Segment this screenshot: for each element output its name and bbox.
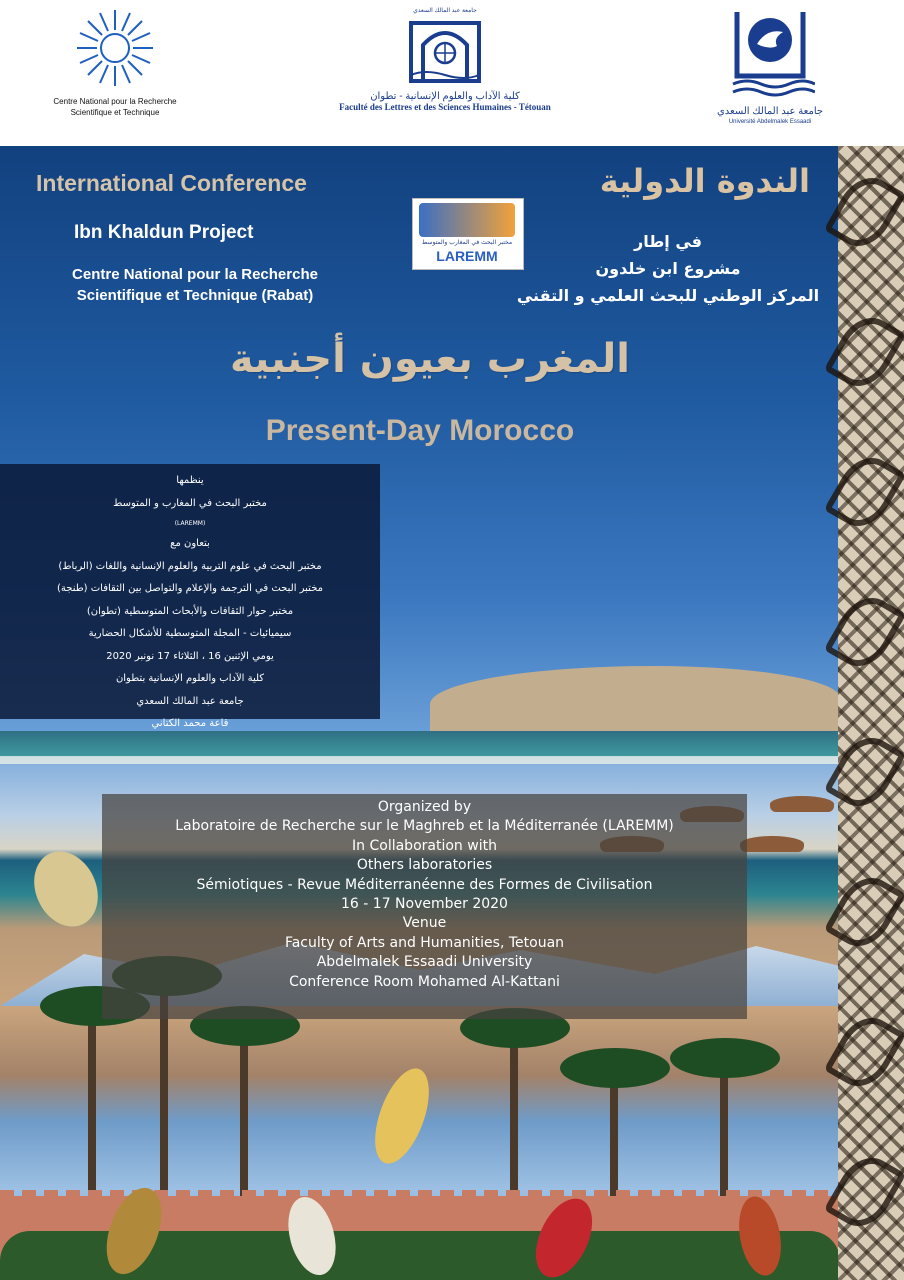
arabic-info-line: ينظمها xyxy=(176,475,204,486)
english-info-line: Others laboratories xyxy=(356,857,493,874)
arabic-info-line: يومي الإثنين 16 ، الثلاثاء 17 نونبر 2020 xyxy=(106,650,274,662)
frame-line: المركز الوطني للبحث العلمي و التقني xyxy=(516,286,820,305)
english-info-line: Organized by xyxy=(377,799,472,815)
uae-caption-french: Université Abdelmalek Essaadi xyxy=(728,119,812,125)
uae-dove-icon xyxy=(725,6,815,102)
arabic-info-line: بتعاون مع xyxy=(170,538,210,549)
english-info-line: Sémiotiques - Revue Méditerranéenne des Formes de Civilisation xyxy=(196,876,653,893)
arabic-info-line: جامعة عبد المالك السعدي xyxy=(136,695,244,707)
beach-umbrella xyxy=(770,796,834,812)
flsh-arch-icon xyxy=(405,17,485,87)
cnrst-caption-line2: Scientifique et Technique xyxy=(70,108,160,117)
project-title-en: Ibn Khaldun Project xyxy=(74,222,254,243)
arabic-info-line: مختبر البحث في الترجمة والإعلام والتواصل بين الثقافات (طنجة) xyxy=(56,583,324,594)
english-info-line: Venue xyxy=(402,915,447,932)
arabic-info-line: قاعة محمد الكتاني xyxy=(151,718,229,729)
beach-umbrella xyxy=(740,836,804,852)
hill-background xyxy=(430,666,840,736)
arabic-info-line: كلية الآداب والعلوم الإنسانية بتطوان xyxy=(115,673,265,684)
main-title-ar: المغرب بعيون أجنبية xyxy=(230,336,630,382)
english-info-line: 16 - 17 November 2020 xyxy=(341,896,508,913)
laremm-subtitle: مختبر البحث في المغارب والمتوسط xyxy=(421,239,513,246)
main-title-en: Present-Day Morocco xyxy=(265,414,575,447)
border-motif xyxy=(824,587,904,676)
flsh-caption-arabic: كلية الآداب والعلوم الإنسانية - تطوان xyxy=(370,91,520,102)
centre-name-en xyxy=(40,264,350,306)
arabic-info-line: مختبر حوار الثقافات والأبحاث المتوسطية (تطوان) xyxy=(86,605,294,617)
flsh-caption-french: Faculté des Lettres et des Sciences Humaines - Tétouan xyxy=(339,102,551,112)
frame-line: في إطار xyxy=(633,232,702,251)
centre-name-line1: Centre National pour la Recherche xyxy=(72,266,318,283)
surf-line xyxy=(0,756,840,764)
border-motif xyxy=(824,1007,904,1096)
cnrst-logo xyxy=(40,6,190,118)
cnrst-sunburst-icon xyxy=(65,6,165,92)
frame-line: مشروع ابن خلدون xyxy=(595,259,741,278)
frame-text-ar xyxy=(500,228,836,309)
conference-title-ar: الندوة الدولية xyxy=(599,162,810,200)
border-motif xyxy=(824,867,904,956)
arabic-info-line: مختبر البحث في المغارب و المتوسط xyxy=(113,497,267,509)
english-info-line: Abdelmalek Essaadi University xyxy=(316,954,533,971)
arabic-info-box xyxy=(0,464,380,729)
poster xyxy=(0,146,904,1280)
arabic-info-line: (LAREMM) xyxy=(174,520,206,527)
palm-crown xyxy=(560,1048,670,1088)
laremm-name: LAREMM xyxy=(436,248,498,264)
english-info-line: Faculty of Arts and Humanities, Tetouan xyxy=(284,934,565,951)
uae-caption-arabic: جامعة عبد المالك السعدي xyxy=(716,106,824,117)
border-motif xyxy=(824,447,904,536)
uae-logo xyxy=(700,6,840,128)
english-info-line: In Collaboration with xyxy=(352,837,497,854)
laremm-logo xyxy=(412,198,524,270)
centre-name-line2: Scientifique et Technique (Rabat) xyxy=(76,287,314,304)
header xyxy=(0,0,904,146)
palm-crown xyxy=(670,1038,780,1078)
english-info-line: Conference Room Mohamed Al-Kattani xyxy=(289,973,560,990)
english-info-line: Laboratoire de Recherche sur le Maghreb et la Méditerranée (LAREMM) xyxy=(175,818,674,835)
babouche-slipper-image xyxy=(364,1061,440,1170)
flsh-top-arabic: جامعة عبد المالك السعدي xyxy=(413,8,477,14)
conference-title-en: International Conference xyxy=(36,170,307,196)
babouche-slipper-image xyxy=(22,841,109,937)
cnrst-caption-line1: Centre National pour la Recherche xyxy=(53,97,177,106)
arabic-info-line: مختبر البحث في علوم التربية والعلوم الإنسانية واللغات (الرباط) xyxy=(58,560,322,572)
flsh-logo xyxy=(320,6,570,113)
border-motif xyxy=(824,307,904,396)
mediterranean-map-icon xyxy=(419,203,515,237)
arabic-info-line: سيميائيات - المجلة المتوسطية للأشكال الحضارية xyxy=(88,628,292,639)
english-info-box xyxy=(102,794,747,1019)
decorative-border xyxy=(838,146,904,1280)
